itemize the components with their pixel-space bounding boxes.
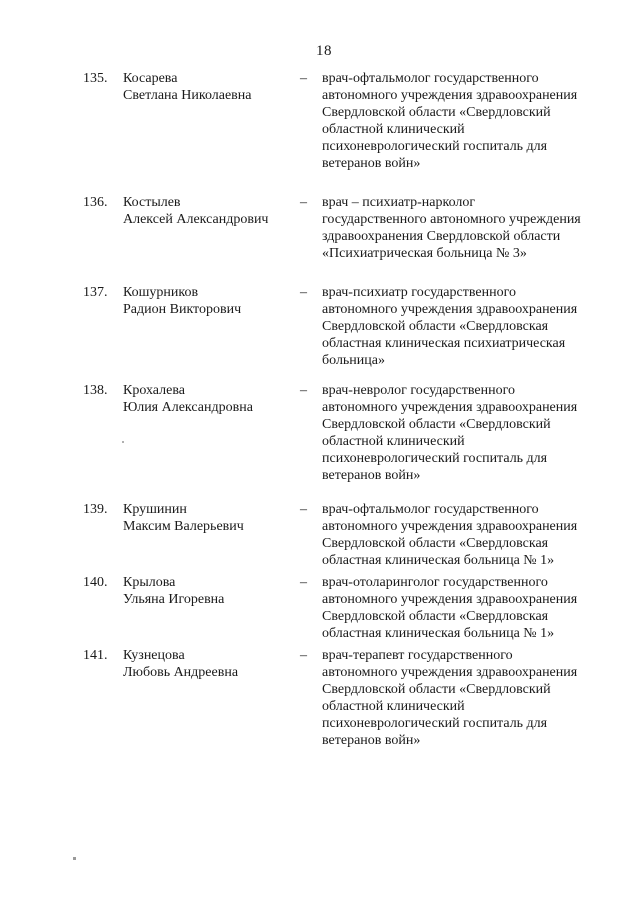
description-line: врач – психиатр-нарколог [322,195,476,210]
dash-separator: – [300,575,307,590]
person-given-names: Радион Викторович [123,302,242,317]
description-line: областная клиническая больница № 1» [322,553,555,568]
description-line: областная клиническая больница № 1» [322,626,555,641]
person-given-names: Ульяна Игоревна [123,592,225,607]
description-line: областной клинический [322,699,465,714]
person-name [123,501,300,535]
description-line: ветеранов войн» [322,733,421,748]
description-line: Свердловской области «Свердловская [322,609,549,624]
scan-artifact-dot [73,857,76,860]
registry-entry [83,574,607,642]
registry-entry [83,194,607,262]
person-name [123,647,300,681]
person-surname: Кошурников [123,285,199,300]
dash-separator: – [300,502,307,517]
person-surname: Крылова [123,575,176,590]
position-description [322,70,607,172]
description-line: здравоохранения Свердловской области [322,229,561,244]
entry-number: 137. [83,285,108,300]
person-name [123,70,300,104]
description-line: автономного учреждения здравоохранения [322,665,578,680]
person-surname: Костылев [123,195,181,210]
description-line: Свердловской области «Свердловская [322,536,549,551]
description-line: врач-отоларинголог государственного [322,575,548,590]
description-line: Свердловской области «Свердловский [322,105,551,120]
person-given-names: Юлия Александровна [123,400,253,415]
description-line: Свердловской области «Свердловский [322,417,551,432]
description-line: «Психиатрическая больница № 3» [322,246,527,261]
entry-number: 140. [83,575,108,590]
description-line: психоневрологический госпиталь для [322,139,548,154]
person-surname: Косарева [123,71,178,86]
description-line: автономного учреждения здравоохранения [322,400,578,415]
entry-number: 135. [83,71,108,86]
position-description [322,501,607,569]
registry-entry [83,284,607,369]
description-line: Свердловской области «Свердловский [322,682,551,697]
entry-number: 139. [83,502,108,517]
person-name [123,284,300,318]
dash-separator: – [300,285,307,300]
description-line: автономного учреждения здравоохранения [322,302,578,317]
description-line: автономного учреждения здравоохранения [322,88,578,103]
description-line: врач-невролог государственного [322,383,516,398]
registry-entry [83,70,607,172]
position-description [322,284,607,369]
position-description [322,194,607,262]
description-line: врач-психиатр государственного [322,285,516,300]
description-line: областной клинический [322,122,465,137]
page-number: 18 [316,43,332,59]
position-description [322,574,607,642]
person-surname: Крохалева [123,383,185,398]
dash-separator: – [300,648,307,663]
dash-separator: – [300,195,307,210]
person-surname: Кузнецова [123,648,185,663]
registry-entry [83,647,607,749]
description-line: психоневрологический госпиталь для [322,451,548,466]
description-line: областная клиническая психиатрическая [322,336,566,351]
position-description [322,647,607,749]
person-surname: Крушинин [123,502,187,517]
scan-artifact-dot [122,441,124,443]
description-line: ветеранов войн» [322,468,421,483]
entry-number: 136. [83,195,108,210]
description-line: автономного учреждения здравоохранения [322,519,578,534]
registry-entry [83,382,607,484]
description-line: врач-терапевт государственного [322,648,513,663]
dash-separator: – [300,71,307,86]
description-line: врач-офтальмолог государственного [322,71,539,86]
description-line: больница» [322,353,385,368]
position-description [322,382,607,484]
dash-separator: – [300,383,307,398]
person-name [123,382,300,416]
person-given-names: Любовь Андреевна [123,665,239,680]
description-line: Свердловской области «Свердловская [322,319,549,334]
person-given-names: Алексей Александрович [123,212,269,227]
registry-entry [83,501,607,569]
description-line: автономного учреждения здравоохранения [322,592,578,607]
person-given-names: Светлана Николаевна [123,88,252,103]
description-line: областной клинический [322,434,465,449]
description-line: государственного автономного учреждения [322,212,581,227]
entry-number: 138. [83,383,108,398]
person-name [123,574,300,608]
description-line: врач-офтальмолог государственного [322,502,539,517]
person-given-names: Максим Валерьевич [123,519,244,534]
entries-list [83,70,607,749]
description-line: ветеранов войн» [322,156,421,171]
entry-number: 141. [83,648,108,663]
person-name [123,194,300,228]
description-line: психоневрологический госпиталь для [322,716,548,731]
